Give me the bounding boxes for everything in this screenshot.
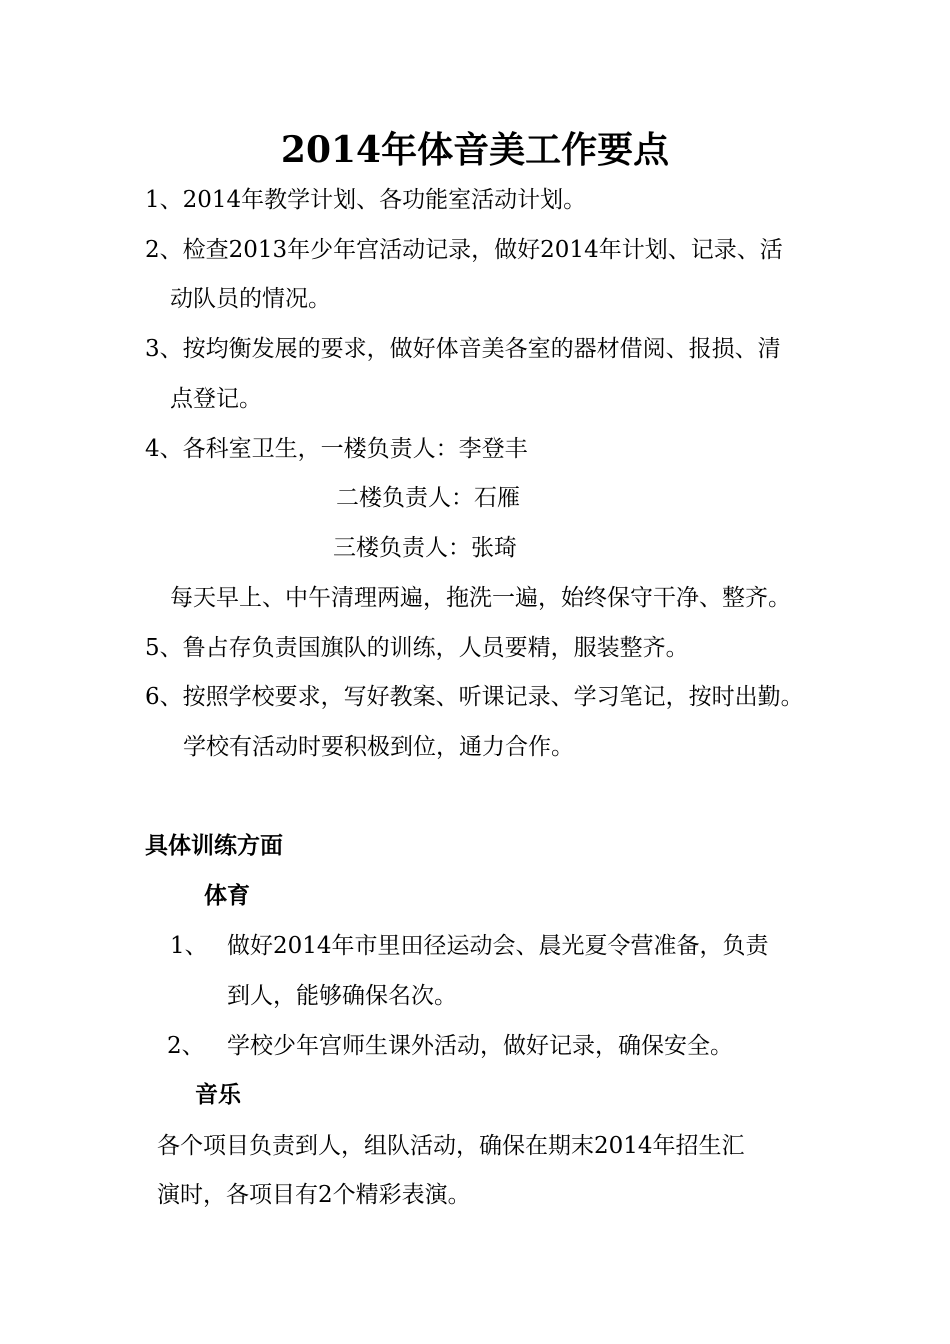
item-4-line-2: 二楼负责人：石雁 <box>336 485 520 511</box>
item-3-line-2: 点登记。 <box>170 386 262 412</box>
page-title: 2014年体音美工作要点 <box>280 129 670 171</box>
pe-item-2-line-1: 学校少年宫师生课外活动，做好记录，确保安全。 <box>227 1033 733 1059</box>
pe-item-1-line-2: 到人，能够确保名次。 <box>227 983 457 1009</box>
item-4-line-4: 每天早上、中午清理两遍，拖洗一遍，始终保守干净、整齐。 <box>170 585 791 611</box>
training-heading: 具体训练方面 <box>145 832 283 859</box>
pe-heading: 体育 <box>204 882 250 909</box>
music-line-1: 各个项目负责到人，组队活动，确保在期末2014年招生汇 <box>157 1133 745 1159</box>
pe-item-1-number: 1、 <box>170 933 208 959</box>
music-heading: 音乐 <box>195 1081 241 1108</box>
item-6-line-2: 学校有活动时要积极到位，通力合作。 <box>183 734 574 760</box>
item-6-line-1: 6、按照学校要求，写好教案、听课记录、学习笔记，按时出勤。 <box>145 684 804 710</box>
item-4-line-1: 4、各科室卫生，一楼负责人：李登丰 <box>145 436 528 462</box>
item-3-line-1: 3、按均衡发展的要求，做好体音美各室的器材借阅、报损、清 <box>145 336 781 362</box>
music-line-2: 演时，各项目有2个精彩表演。 <box>157 1182 471 1208</box>
pe-item-1-line-1: 做好2014年市里田径运动会、晨光夏令营准备，负责 <box>227 933 769 959</box>
pe-item-2-number: 2、 <box>167 1033 205 1059</box>
item-2-line-1: 2、检查2013年少年宫活动记录，做好2014年计划、记录、活 <box>145 237 783 263</box>
item-5: 5、鲁占存负责国旗队的训练，人员要精，服装整齐。 <box>145 635 689 661</box>
item-4-line-3: 三楼负责人：张琦 <box>333 535 517 561</box>
item-2-line-2: 动队员的情况。 <box>170 286 331 312</box>
item-1: 1、2014年教学计划、各功能室活动计划。 <box>145 187 587 213</box>
